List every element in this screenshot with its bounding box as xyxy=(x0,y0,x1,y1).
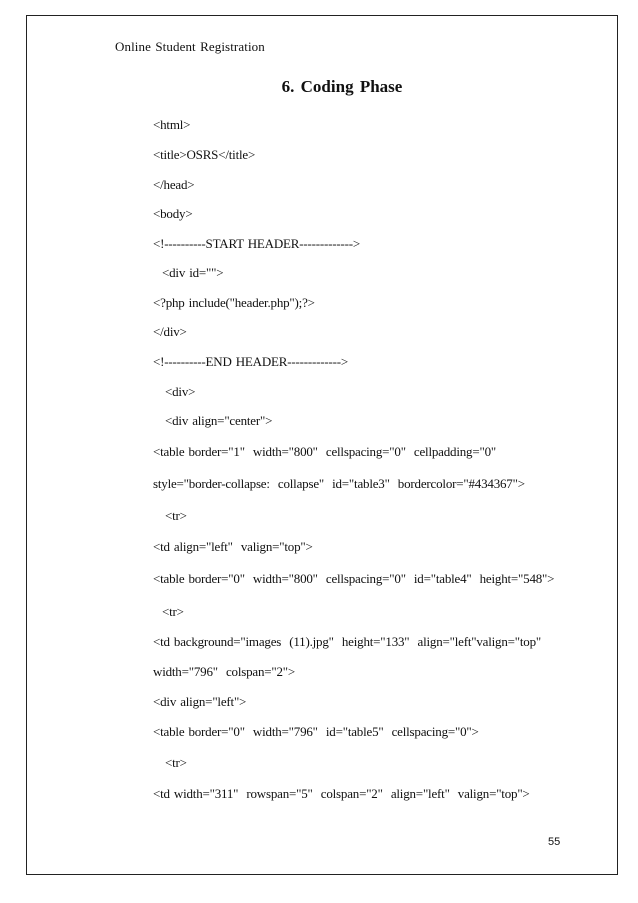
code-line: <?php include("header.php");?> xyxy=(153,295,315,310)
code-line: <body> xyxy=(153,206,193,221)
section-title: 6. Coding Phase xyxy=(281,77,403,96)
code-line: <table border="0" width="800" cellspacing="0" id="table4" height="548"> xyxy=(153,571,555,586)
code-line: <td background="images (11).jpg" height="133" align="left"valign="top" xyxy=(153,634,542,649)
code-line: <html> xyxy=(153,117,191,132)
code-line: <div> xyxy=(165,384,196,399)
code-line: <tr> xyxy=(165,508,187,523)
code-line: <div id=""> xyxy=(162,265,224,280)
code-line: <td width="311" rowspan="5" colspan="2" align="left" valign="top"> xyxy=(153,786,530,801)
code-line: <td align="left" valign="top"> xyxy=(153,539,313,554)
running-header: Online Student Registration xyxy=(115,39,265,54)
code-line: <title>OSRS</title> xyxy=(153,147,256,162)
code-line: <div align="left"> xyxy=(153,694,247,709)
page-number: 55 xyxy=(548,836,561,848)
code-line: </div> xyxy=(153,324,187,339)
code-line: <!----------START HEADER-------------> xyxy=(153,236,361,251)
code-line: <table border="0" width="796" id="table5" cellspacing="0"> xyxy=(153,724,479,739)
code-line: <tr> xyxy=(165,755,187,770)
code-line: width="796" colspan="2"> xyxy=(153,664,296,679)
code-line: <div align="center"> xyxy=(165,413,273,428)
code-line: <tr> xyxy=(162,604,184,619)
code-line: <table border="1" width="800" cellspacing="0" cellpadding="0" xyxy=(153,444,496,459)
code-line: <!----------END HEADER-------------> xyxy=(153,354,349,369)
code-line: style="border-collapse: collapse" id="table3" bordercolor="#434367"> xyxy=(153,476,525,491)
code-line: </head> xyxy=(153,177,195,192)
